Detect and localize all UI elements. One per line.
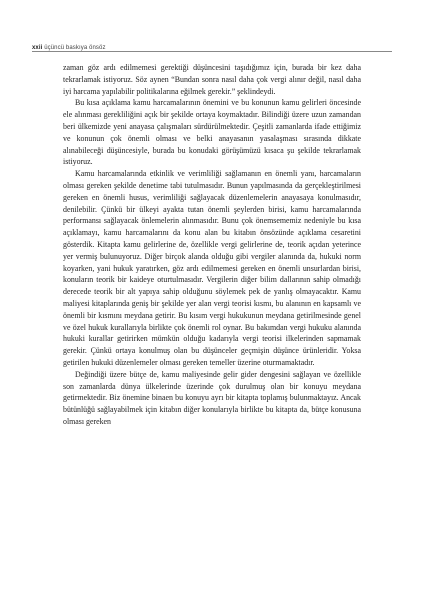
- header-rule: [32, 51, 392, 52]
- paragraph: zaman göz ardı edilmemesi gerektiği düşüncesini taşıdığımız için, burada bir kez daha tekrarlamak istiyoruz. Söz aynen “Bundan sonra nasıl daha çok vergi alınır değil, nasıl daha iyi harcama yapılabilir politikalarına eğilmek gerekir.” şeklindeydi.: [63, 63, 361, 96]
- paragraph: Kamu harcamalarında etkinlik ve verimliliği sağlamanın en önemli yanı, harcamaların olması gereken şekilde denetime tabi tutulmasıdır. Bunun yapılmasında da gerçekleştirilmesi gereken en önemli husus, verimliliği sağlayacak düzenlemelerin anayasaya konulmasıdır, denilebilir. Çünkü bir ülkeyi ayakta tutan önemli şeylerden birisi, kamu harcamalarında performansı sağlayacak önlemelerin alınmasıdır. Bunu çok önemsememiz nedeniyle bu kısa açıklamayı, kamu harcamalarını da konu alan bu kitabın önsözünde açıklama cesaretini gösterdik. Kitapta kamu gelirlerine de, özellikle vergi gelirlerine de, teorik açıdan yeterince yer vermiş bulunuyoruz. Diğer birçok alanda olduğu gibi vergiler alanında da, hukuki norm koyarken, yani hukuk yaratırken, göz ardı edilmemesi gereken en önemli unsurlardan birisi, konuların teorik bir kaideye oturtulmasıdır. Vergilerin diğer bilim dallarının sahip olmadığı derecede teorik bir alt yapıya sahip olduğunu söylemek pek de yanlış olmayacaktır. Kamu maliyesi kitaplarında geniş bir şekilde yer alan vergi teorisi kısmı, bu alanının en kapsamlı ve önemli bir kısmını meydana getirir. Bu kısım vergi hukukunun meydana getirilmesinde genel ve özel hukuk kurallarıyla birlikte çok önemli rol oynar. Bu bakımdan vergi hukuku alanında hukuki kurallar getirirken mümkün olduğu kadarıyla vergi teorisi ilkelerinden sapmamak gerekir. Çünkü ortaya konulmuş olan bu düşünceler geçmişin düşünce ürünleridir. Yoksa getirilen hukuki düzenlemeler olması gereken temeller üzerine oturmamaktadır.: [63, 169, 361, 367]
- paragraph: Bu kısa açıklama kamu harcamalarının önemini ve bu konunun kamu gelirleri öncesinde ele alınması gerekliliğini açık bir şekilde ortaya koymaktadır. Bilindiği üzere uzun zamandan beri ülkemizde yeni anayasa çalışmaları sürdürülmektedir. Çeşitli zamanlarda ifade ettiğimiz ve konunun çok önemli olması ve belki anayasanın yasalaşması sırasında dikkate alınabileceği düşüncesiyle, burada bu konudaki görüşümüzü kısaca şu şekilde tekrarlamak istiyoruz.: [63, 98, 361, 167]
- body-text: [63, 62, 361, 428]
- page-number: xxii: [32, 45, 43, 51]
- paragraph: Değindiği üzere bütçe de, kamu maliyesinde gelir gider dengesini sağlayan ve özellikle son zamanlarda dünya ülkelerinde üzerinde çok durulmuş olan bir konuyu meydana getirmektedir. Biz önemine binaen bu konuyu ayrı bir kitapta toplamış bulunmaktayız. Ancak bütünlüğü sağlayabilmek için kitabın diğer konularıyla birlikte bu kitapta da, bütçe konusuna olması gereken: [63, 369, 361, 426]
- running-header: [32, 36, 392, 50]
- header-edition-note: üçüncü baskıya önsöz: [44, 45, 106, 51]
